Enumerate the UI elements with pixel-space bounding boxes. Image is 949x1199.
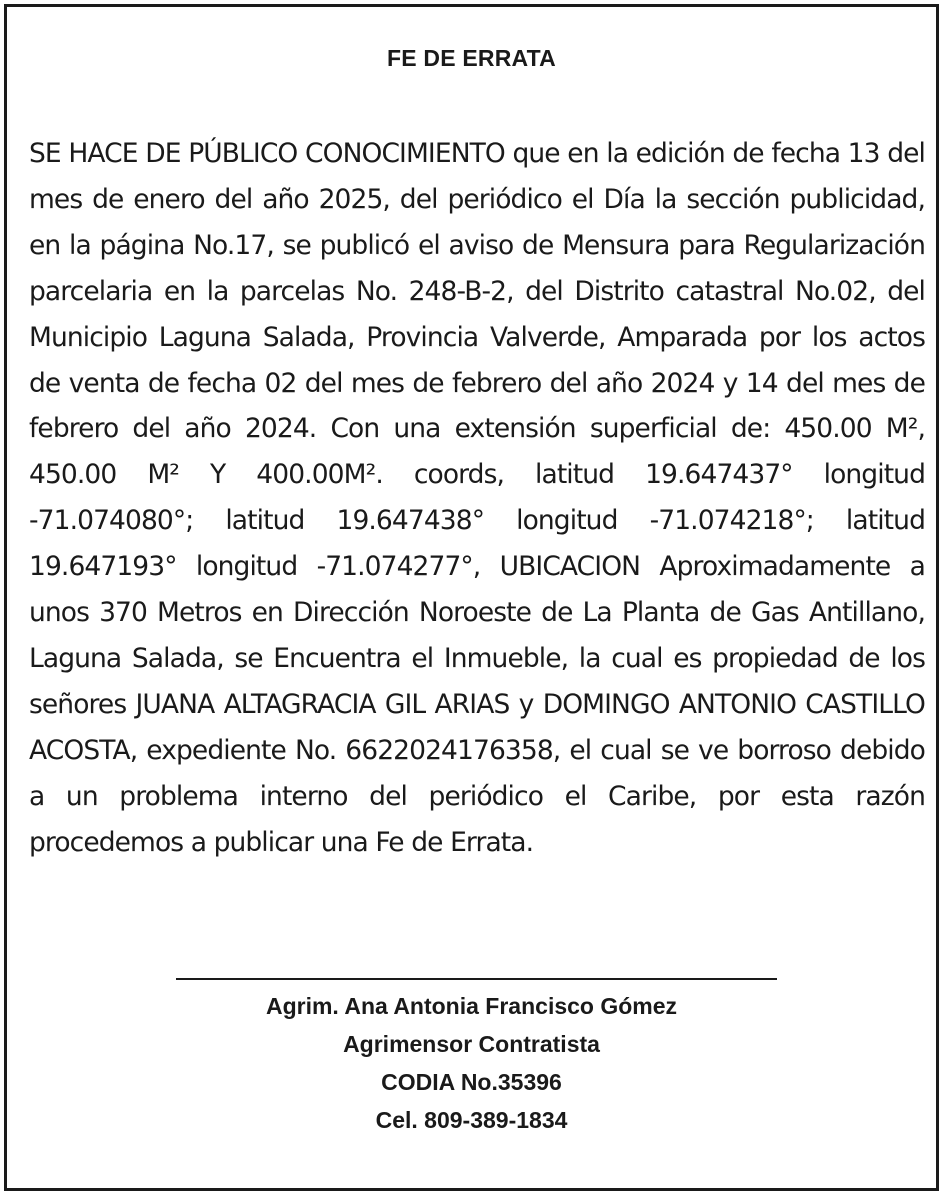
signer-phone: Cel. 809-389-1834 — [375, 1107, 568, 1133]
signer-name: Agrim. Ana Antonia Francisco Gómez — [265, 993, 678, 1019]
signature-line — [176, 978, 777, 980]
notice-title: FE DE ERRATA — [387, 45, 556, 71]
signer-codia: CODIA No.35396 — [381, 1069, 562, 1095]
notice-frame — [4, 4, 939, 1191]
notice-body: SE HACE DE PÚBLICO CONOCIMIENTO que en la edición de fecha 13 del mes de enero del año 2025, del periódico el Día la sección publicidad, en la página No.17, se publicó el aviso de Mensura para Regularización parcelaria en la parcelas No. 248-B-2, del Distrito catastral No.02, del Municipio Laguna Salada, Provincia Valverde, Amparada por los actos de venta de fecha 02 del mes de febrero del año 2024 y 14 del mes de febrero del año 2024. Con una extensión superficial de: 450.00 M², 450.00 M² Y 400.00M². coords, latitud 19.647437° longitud -71.074080°; latitud 19.647438° longitud -71.074218°; latitud 19.647193° longitud -71.074277°, UBICACION Aproximadamente a unos 370 Metros en Dirección Noroeste de La Planta de Gas Antillano, Laguna Salada, se Encuentra el Inmueble, la cual es propiedad de los señores JUANA ALTAGRACIA GIL ARIAS y DOMINGO ANTONIO CASTILLO ACOSTA, expediente No. 6622024176358, el cual se ve borroso debido a un problema interno del periódico el Caribe, por esta razón procedemos a publicar una Fe de Errata. — [29, 138, 925, 858]
signer-role: Agrimensor Contratista — [343, 1031, 600, 1057]
